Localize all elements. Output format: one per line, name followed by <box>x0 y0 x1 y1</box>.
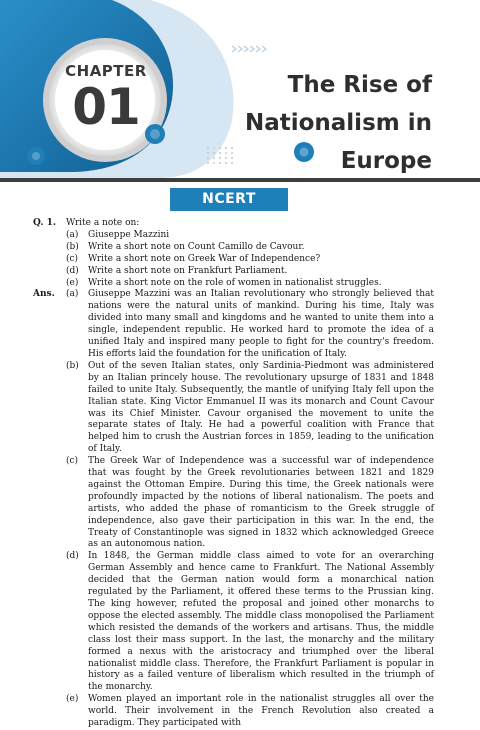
question-part: (d) Write a short note on Frankfurt Parliament. <box>66 265 288 276</box>
question-part: (e) Write a short note on the role of women in nationalist struggles. <box>66 277 382 288</box>
answer-part: (c) The Greek War of Independence was a successful war of independence that was fought by the Greek revolutionaries between 1821 and 1829 against the Ottoman Empire. During this time, the Greek nationals were profoundly impacted by the notions of liberal nationalism. The poets and artists, who added the phase of romanticism to the Greek struggle of independence, also gave their participation in this war. In the end, the Treaty of Constantinople was signed in 1832 which acknowledged Greece as an autonomous nation. <box>66 456 434 550</box>
question-part: (a) Giuseppe Mazzini <box>66 229 170 240</box>
answer-part: (d) In 1848, the German middle class aimed to vote for an overarching German Assembly and hence came to Frankfurt. The National Assembly decided that the German nation would form a monarchical nation regulated by the Parliament, it offered these terms to the Prussian king. The king however, refuted the proposal and joined other monarchs to oppose the elected assembly. The middle class monopolised the Parliament which resisted the demands of the workers and artisans. Thus, the middle class lost their mass support. In the last, the monarchy and the military formed a nexus with the aristocracy and triumphed over the liberal nationalist middle class. Therefore, the Frankfurt Parliament is popular in history as a failed venture of liberalism which resulted in the triumph of the monarchy. <box>66 551 434 693</box>
answer-label: Ans. <box>33 289 55 300</box>
header-divider <box>0 178 480 182</box>
qa-content <box>0 218 480 730</box>
answer-part: Ans. (a) Giuseppe Mazzini was an Italian revolutionary who strongly believed that nations were the natural units of mankind. During his time, Italy was divided into many small and kingdoms and he wanted to unite them into a single, independent republic. He worked hard to promote the idea of a unified Italy and inspired many people to fight for the country's freedom. His efforts laid the foundation for the unification of Italy. <box>33 289 434 359</box>
chevron-decoration <box>232 46 266 52</box>
chapter-header <box>0 0 480 178</box>
chapter-title-line-3: Europe <box>340 148 432 174</box>
question-label: Q. 1. <box>33 218 57 228</box>
answer-part: (b) Out of the seven Italian states, only Sardinia-Piedmont was administered by an Italian princely house. The revolutionary upsurge of 1831 and 1848 failed to unite Italy. Subsequently, the mantle of unifying Italy fell upon the Italian state. King Victor Emmanuel II was its monarch and Count Cavour was its Chief Minister. Cavour organised the movement to unite the separate states of Italy. He had a powerful coalition with France that helped him to crush the Austrian forces in 1859, leading to the unification of Italy. <box>66 360 434 455</box>
question-part: (b) Write a short note on Count Camillo de Cavour. <box>66 241 305 252</box>
question-prompt-row <box>0 218 480 230</box>
chapter-label: CHAPTER <box>65 62 147 80</box>
chapter-number: 01 <box>72 78 140 136</box>
answer-part: (e) Women played an important role in the nationalist struggles all over the world. Their involvement in the French Revolution also created a paradigm. They participated with <box>66 694 434 729</box>
chapter-title-line-1: The Rise of <box>287 72 432 98</box>
question-prompt: Write a note on: <box>66 218 140 228</box>
chapter-title-line-2: Nationalism in <box>244 110 432 136</box>
question-part: (c) Write a short note on Greek War of Independence? <box>66 253 321 264</box>
section-badge: NCERT CORNER <box>170 188 288 211</box>
